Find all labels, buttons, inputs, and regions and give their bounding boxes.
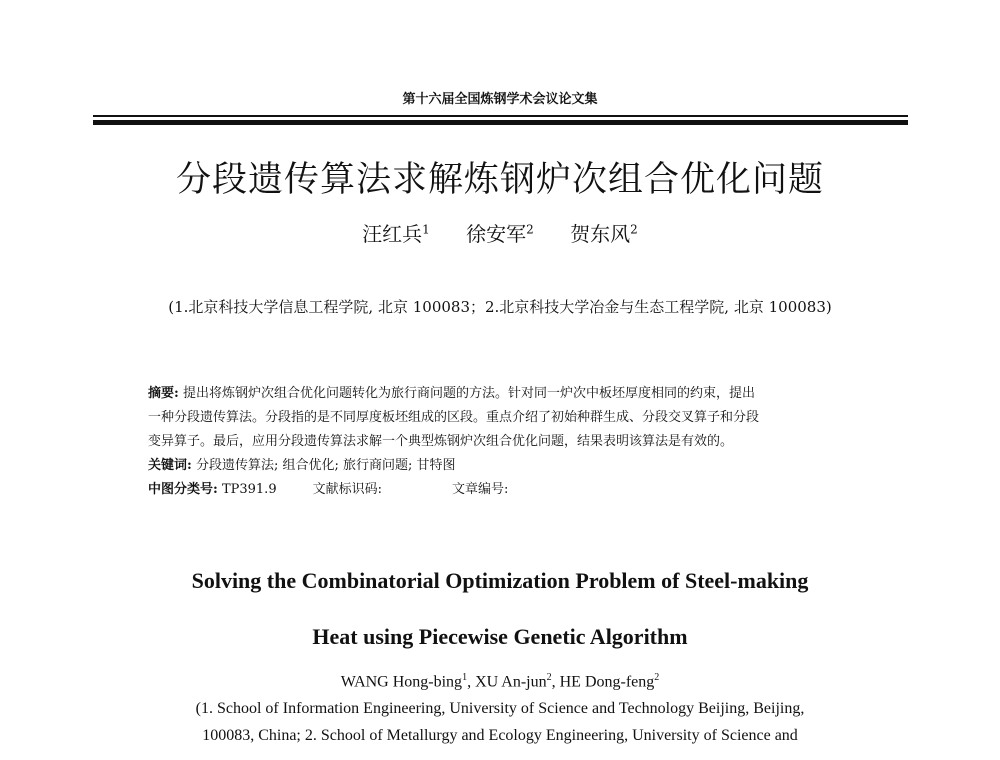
author-sup: 2 bbox=[630, 222, 638, 237]
author-name: WANG Hong-bing bbox=[340, 673, 463, 691]
document-code-label: 文献标识码: bbox=[312, 482, 382, 497]
author bbox=[570, 222, 638, 246]
classification-label: 中图分类号: bbox=[148, 482, 218, 497]
abstract-label: 摘要: bbox=[148, 386, 179, 401]
author-sup: 2 bbox=[654, 672, 660, 683]
header-rule-thin bbox=[93, 115, 908, 117]
author-sup: 1 bbox=[422, 222, 430, 237]
author-name: 汪红兵 bbox=[362, 222, 423, 246]
author-list bbox=[0, 218, 1000, 247]
author-sup: 2 bbox=[546, 672, 552, 683]
english-title-line: Solving the Combinatorial Optimization Problem of Steel-making bbox=[191, 568, 809, 593]
english-title-line: Heat using Piecewise Genetic Algorithm bbox=[312, 624, 688, 649]
author-name: 徐安军 bbox=[466, 222, 527, 246]
keywords-label: 关键词: bbox=[148, 458, 192, 473]
author bbox=[466, 222, 534, 246]
running-header: 第十六届全国炼钢学术会议论文集 bbox=[402, 92, 598, 107]
classification-value: TP391.9 bbox=[221, 482, 277, 497]
abstract-text: 提出将炼钢炉次组合优化问题转化为旅行商问题的方法。针对同一炉次中板坯厚度相同的约束，提出 bbox=[182, 386, 755, 401]
author-sup: 2 bbox=[526, 222, 534, 237]
article-number-label: 文章编号: bbox=[451, 482, 509, 497]
author-name: 贺东风 bbox=[570, 222, 631, 246]
separator: , bbox=[467, 673, 476, 691]
author-sup: 1 bbox=[462, 672, 468, 683]
english-affiliation-line: 100083, China; 2. School of Metallurgy and Ecology Engineering, University of Science and bbox=[202, 727, 798, 744]
header-rule-thick bbox=[93, 120, 908, 125]
author-name: HE Dong-feng bbox=[559, 673, 655, 691]
keywords: 分段遗传算法; 组合优化; 旅行商问题; 甘特图 bbox=[195, 458, 456, 473]
separator: , bbox=[551, 673, 560, 691]
abstract bbox=[148, 382, 858, 502]
author-name: XU An-jun bbox=[475, 673, 547, 691]
author bbox=[362, 222, 430, 246]
paper-title: 分段遗传算法求解炼钢炉次组合优化问题 bbox=[175, 160, 824, 200]
abstract-text: 变异算子。最后，应用分段遗传算法求解一个典型炼钢炉次组合优化问题，结果表明该算法是有效的。 bbox=[148, 434, 734, 449]
english-author-list bbox=[0, 672, 1000, 691]
abstract-text: 一种分段遗传算法。分段指的是不同厚度板坯组成的区段。重点介绍了初始种群生成、分段交叉算子和分段 bbox=[148, 410, 760, 425]
affiliation: (1.北京科技大学信息工程学院, 北京 100083；2.北京科技大学冶金与生态工程学院, 北京 100083) bbox=[168, 298, 832, 316]
english-affiliation-line: (1. School of Information Engineering, University of Science and Technology Beijing, Beijing, bbox=[195, 700, 805, 717]
